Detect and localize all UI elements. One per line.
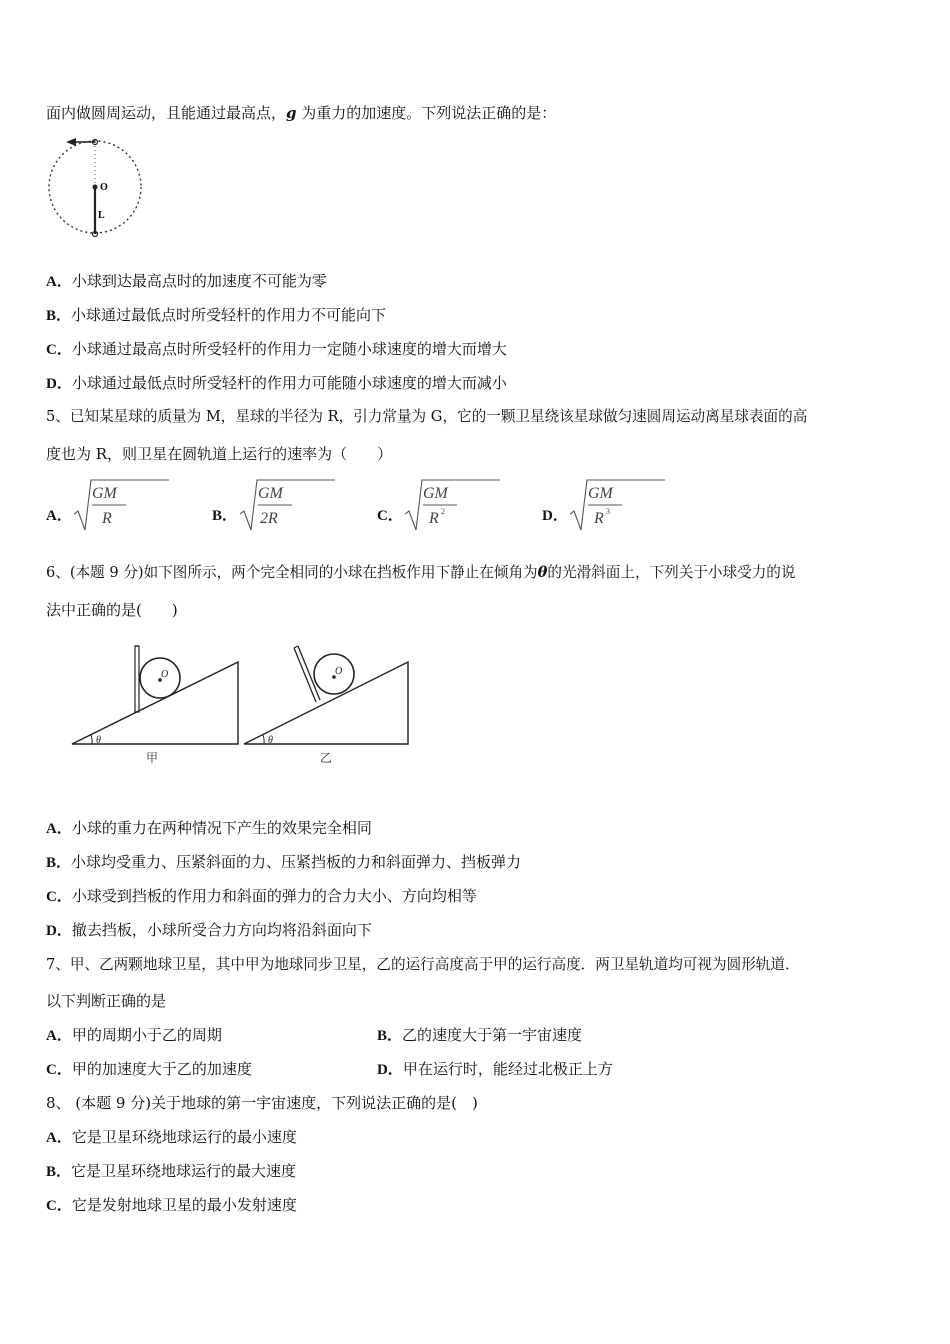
q8-stem-line1: 8、 (本题 9 分)关于地球的第一宇宙速度，下列说法正确的是( ) [46,1094,478,1112]
svg-text:GM: GM [258,485,283,502]
svg-text:2: 2 [441,507,445,516]
circular-motion-figure [46,132,156,242]
svg-text:O: O [161,669,169,680]
q7-option-d: D．甲在运行时，能经过北极正上方 [377,1060,613,1078]
incline-figure [66,640,416,770]
q4-option-d: D．小球通过最低点时所受轻杆的作用力可能随小球速度的增大而减小 [46,374,507,392]
svg-text:乙: 乙 [320,751,333,765]
sqrt-gm-over-r [74,478,184,532]
svg-text:3: 3 [606,507,610,516]
svg-text:GM: GM [588,485,613,502]
svg-text:O: O [335,666,343,677]
q6-option-d: D．撤去挡板，小球所受合力方向均将沿斜面向下 [46,921,372,939]
symbol-theta: θ [537,564,548,581]
svg-text:θ: θ [268,735,273,746]
q8-option-a: A．它是卫星环绕地球运行的最小速度 [46,1128,297,1146]
q6-stem-line2: 法中正确的是( ) [46,601,178,619]
q7-stem-line1: 7、甲、乙两颗地球卫星，其中甲为地球同步卫星，乙的运行高度高于甲的运行高度．两卫星轨道均可视为圆形轨道． [46,956,800,973]
svg-text:GM: GM [423,485,448,502]
q7-option-a: A．甲的周期小于乙的周期 [46,1026,222,1044]
q6-option-a: A．小球的重力在两种情况下产生的效果完全相同 [46,819,372,837]
q8-option-c: C．它是发射地球卫星的最小发射速度 [46,1196,297,1214]
q7-option-b: B．乙的速度大于第一宇宙速度 [377,1026,583,1044]
svg-text:GM: GM [92,485,117,502]
q6-option-b: B．小球均受重力、压紧斜面的力、压紧挡板的力和斜面弹力、挡板弹力 [46,853,522,871]
intro-text: 面内做圆周运动，且能通过最高点， [46,104,287,122]
sqrt-gm-over-r-cubed [570,478,680,532]
intro-line [46,103,556,123]
symbol-g: g [286,104,297,122]
q6-stem-line1: 6、(本题 9 分)如下图所示，两个完全相同的小球在挡板作用下静止在倾角为θ的光滑斜面上，下列关于小球受力的说 [46,564,796,581]
q7-stem-line2: 以下判断正确的是 [46,992,167,1010]
q7-option-c: C．甲的加速度大于乙的加速度 [46,1060,252,1078]
svg-text:R: R [429,510,439,527]
label-o: O [100,182,108,193]
sqrt-gm-over-r-squared [405,478,515,532]
svg-text:θ: θ [96,735,101,746]
q5-stem-line1: 5、已知某星球的质量为 M，星球的半径为 R，引力常量为 G，它的一颗卫星绕该星球做匀速圆周运动离星球表面的高 [46,408,808,425]
q6-option-c: C．小球受到挡板的作用力和斜面的弹力的合力大小、方向均相等 [46,887,477,905]
q5-stem-line2: 度也为 R，则卫星在圆轨道上运行的速率为（ ） [46,445,393,463]
q8-option-b: B．它是卫星环绕地球运行的最大速度 [46,1162,297,1180]
svg-text:R: R [594,510,604,527]
intro-text-end: 为重力的加速度。下列说法正确的是： [296,104,557,122]
svg-text:R: R [102,510,112,527]
sqrt-gm-over-2r [240,478,350,532]
q4-option-c: C．小球通过最高点时所受轻杆的作用力一定随小球速度的增大而增大 [46,340,507,358]
q4-option-b: B．小球通过最低点时所受轻杆的作用力不可能向下 [46,306,387,324]
label-l: L [98,210,105,221]
svg-text:甲: 甲 [146,751,159,765]
svg-text:2R: 2R [260,510,278,527]
q4-option-a: A．小球到达最高点时的加速度不可能为零 [46,272,327,290]
